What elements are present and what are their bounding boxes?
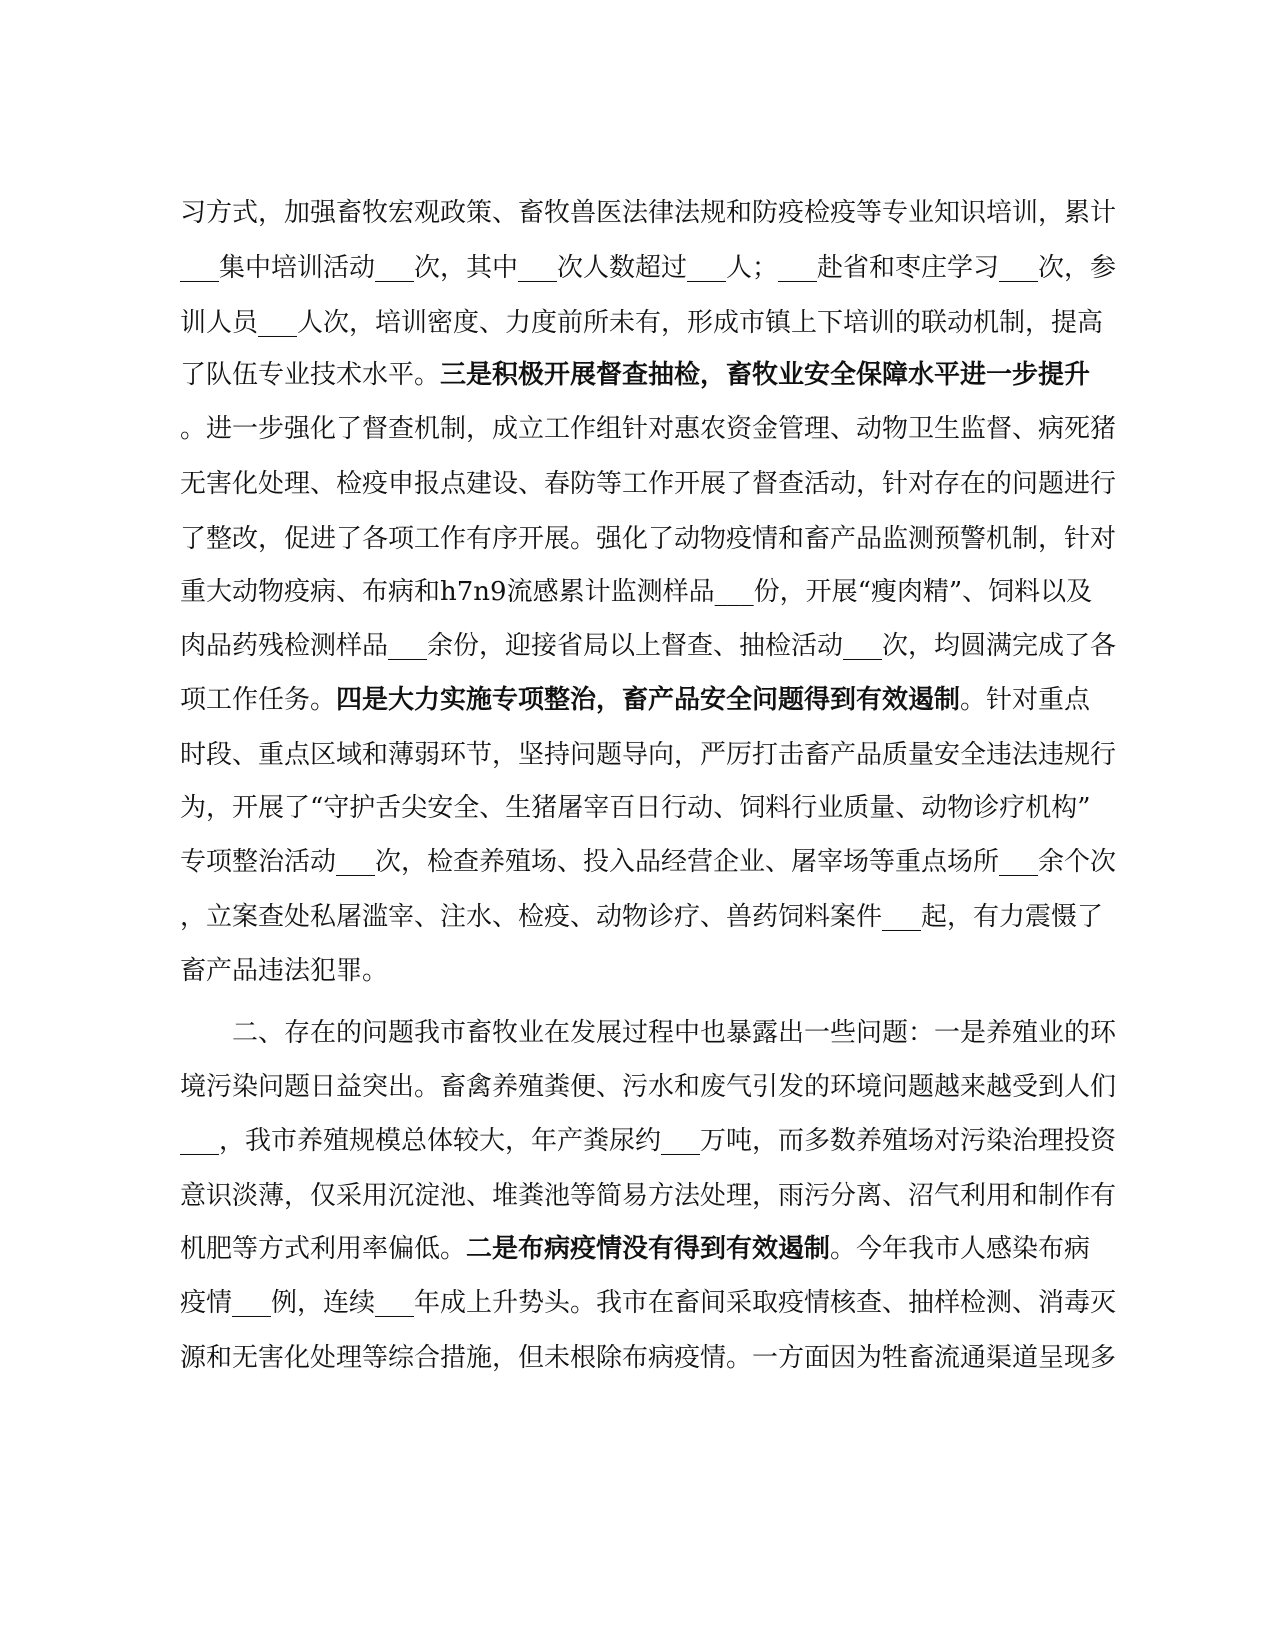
text-run: 重大动物疫病、布病和h7n9流感累计监测样品___份，开展“瘦肉精”、饲料以及 bbox=[180, 577, 1093, 607]
text-run: 习方式，加强畜牧宏观政策、畜牧兽医法律法规和防疫检疫等专业知识培训，累计 bbox=[180, 198, 1117, 228]
text-run: 时段、重点区域和薄弱环节，坚持问题导向，严厉打击畜产品质量安全违法违规行 bbox=[180, 740, 1117, 770]
text-line bbox=[180, 897, 1104, 937]
text-line bbox=[180, 248, 1117, 288]
text-line bbox=[180, 519, 1117, 559]
text-run: 专项整治活动___次，检查养殖场、投入品经营企业、屠宰场等重点场所___余个次 bbox=[180, 847, 1117, 877]
text-run: 了队伍专业技术水平。 bbox=[180, 360, 441, 390]
text-line bbox=[180, 1229, 1091, 1269]
text-run: 源和无害化处理等综合措施，但未根除布病疫情。一方面因为牲畜流通渠道呈现多 bbox=[180, 1343, 1117, 1373]
text-line bbox=[180, 572, 1093, 612]
text-run: 二、存在的问题我市畜牧业在发展过程中也暴露出一些问题：一是养殖业的环 bbox=[232, 1018, 1117, 1048]
text-line bbox=[180, 409, 1117, 449]
text-line bbox=[232, 1013, 1117, 1053]
text-line bbox=[180, 842, 1117, 882]
text-line bbox=[180, 1121, 1117, 1161]
text-run: ___集中培训活动___次，其中___次人数超过___人；___赴省和枣庄学习___次，参 bbox=[180, 253, 1117, 283]
text-line bbox=[180, 1176, 1117, 1216]
text-line bbox=[180, 1338, 1117, 1378]
text-run: ___，我市养殖规模总体较大，年产粪尿约___万吨，而多数养殖场对污染治理投资 bbox=[180, 1126, 1117, 1156]
bold-heading-run: 二是布病疫情没有得到有效遏制 bbox=[466, 1234, 831, 1264]
text-line bbox=[180, 355, 1091, 395]
text-line bbox=[180, 788, 1091, 828]
text-run: 畜产品违法犯罪。 bbox=[180, 956, 389, 986]
text-run: 。针对重点 bbox=[960, 685, 1091, 715]
text-line bbox=[180, 1067, 1117, 1107]
text-line bbox=[180, 1283, 1117, 1323]
bold-heading-run: 三是积极开展督查抽检，畜牧业安全保障水平进一步提升 bbox=[440, 360, 1091, 390]
text-run: 疫情___例，连续___年成上升势头。我市在畜间采取疫情核查、抽样检测、消毒灭 bbox=[180, 1288, 1117, 1318]
text-run: ，立案查处私屠滥宰、注水、检疫、动物诊疗、兽药饲料案件___起，有力震慑了 bbox=[180, 902, 1104, 932]
text-run: 为，开展了“守护舌尖安全、生猪屠宰百日行动、饲料行业质量、动物诊疗机构” bbox=[180, 793, 1091, 823]
text-line bbox=[180, 303, 1104, 343]
text-run: 项工作任务。 bbox=[180, 685, 337, 715]
text-line bbox=[180, 735, 1117, 775]
text-run: 无害化处理、检疫申报点建设、春防等工作开展了督查活动，针对存在的问题进行 bbox=[180, 469, 1117, 499]
text-line bbox=[180, 626, 1117, 666]
text-run: 肉品药残检测样品___余份，迎接省局以上督查、抽检活动___次，均圆满完成了各 bbox=[180, 631, 1117, 661]
text-run: 。今年我市人感染布病 bbox=[830, 1234, 1091, 1264]
text-line bbox=[180, 951, 1086, 991]
text-line bbox=[180, 680, 1091, 720]
text-run: 意识淡薄，仅采用沉淀池、堆粪池等简易方法处理，雨污分离、沼气利用和制作有 bbox=[180, 1181, 1117, 1211]
text-run: 境污染问题日益突出。畜禽养殖粪便、污水和废气引发的环境问题越来越受到人们 bbox=[180, 1072, 1117, 1102]
text-line bbox=[180, 464, 1117, 504]
text-run: 。进一步强化了督查机制，成立工作组针对惠农资金管理、动物卫生监督、病死猪 bbox=[180, 414, 1117, 444]
text-run: 机肥等方式利用率偏低。 bbox=[180, 1234, 467, 1264]
text-line bbox=[180, 193, 1117, 233]
text-run: 训人员___人次，培训密度、力度前所未有，形成市镇上下培训的联动机制，提高 bbox=[180, 308, 1104, 338]
bold-heading-run: 四是大力实施专项整治，畜产品安全问题得到有效遏制 bbox=[336, 685, 961, 715]
text-run: 了整改，促进了各项工作有序开展。强化了动物疫情和畜产品监测预警机制，针对 bbox=[180, 524, 1117, 554]
